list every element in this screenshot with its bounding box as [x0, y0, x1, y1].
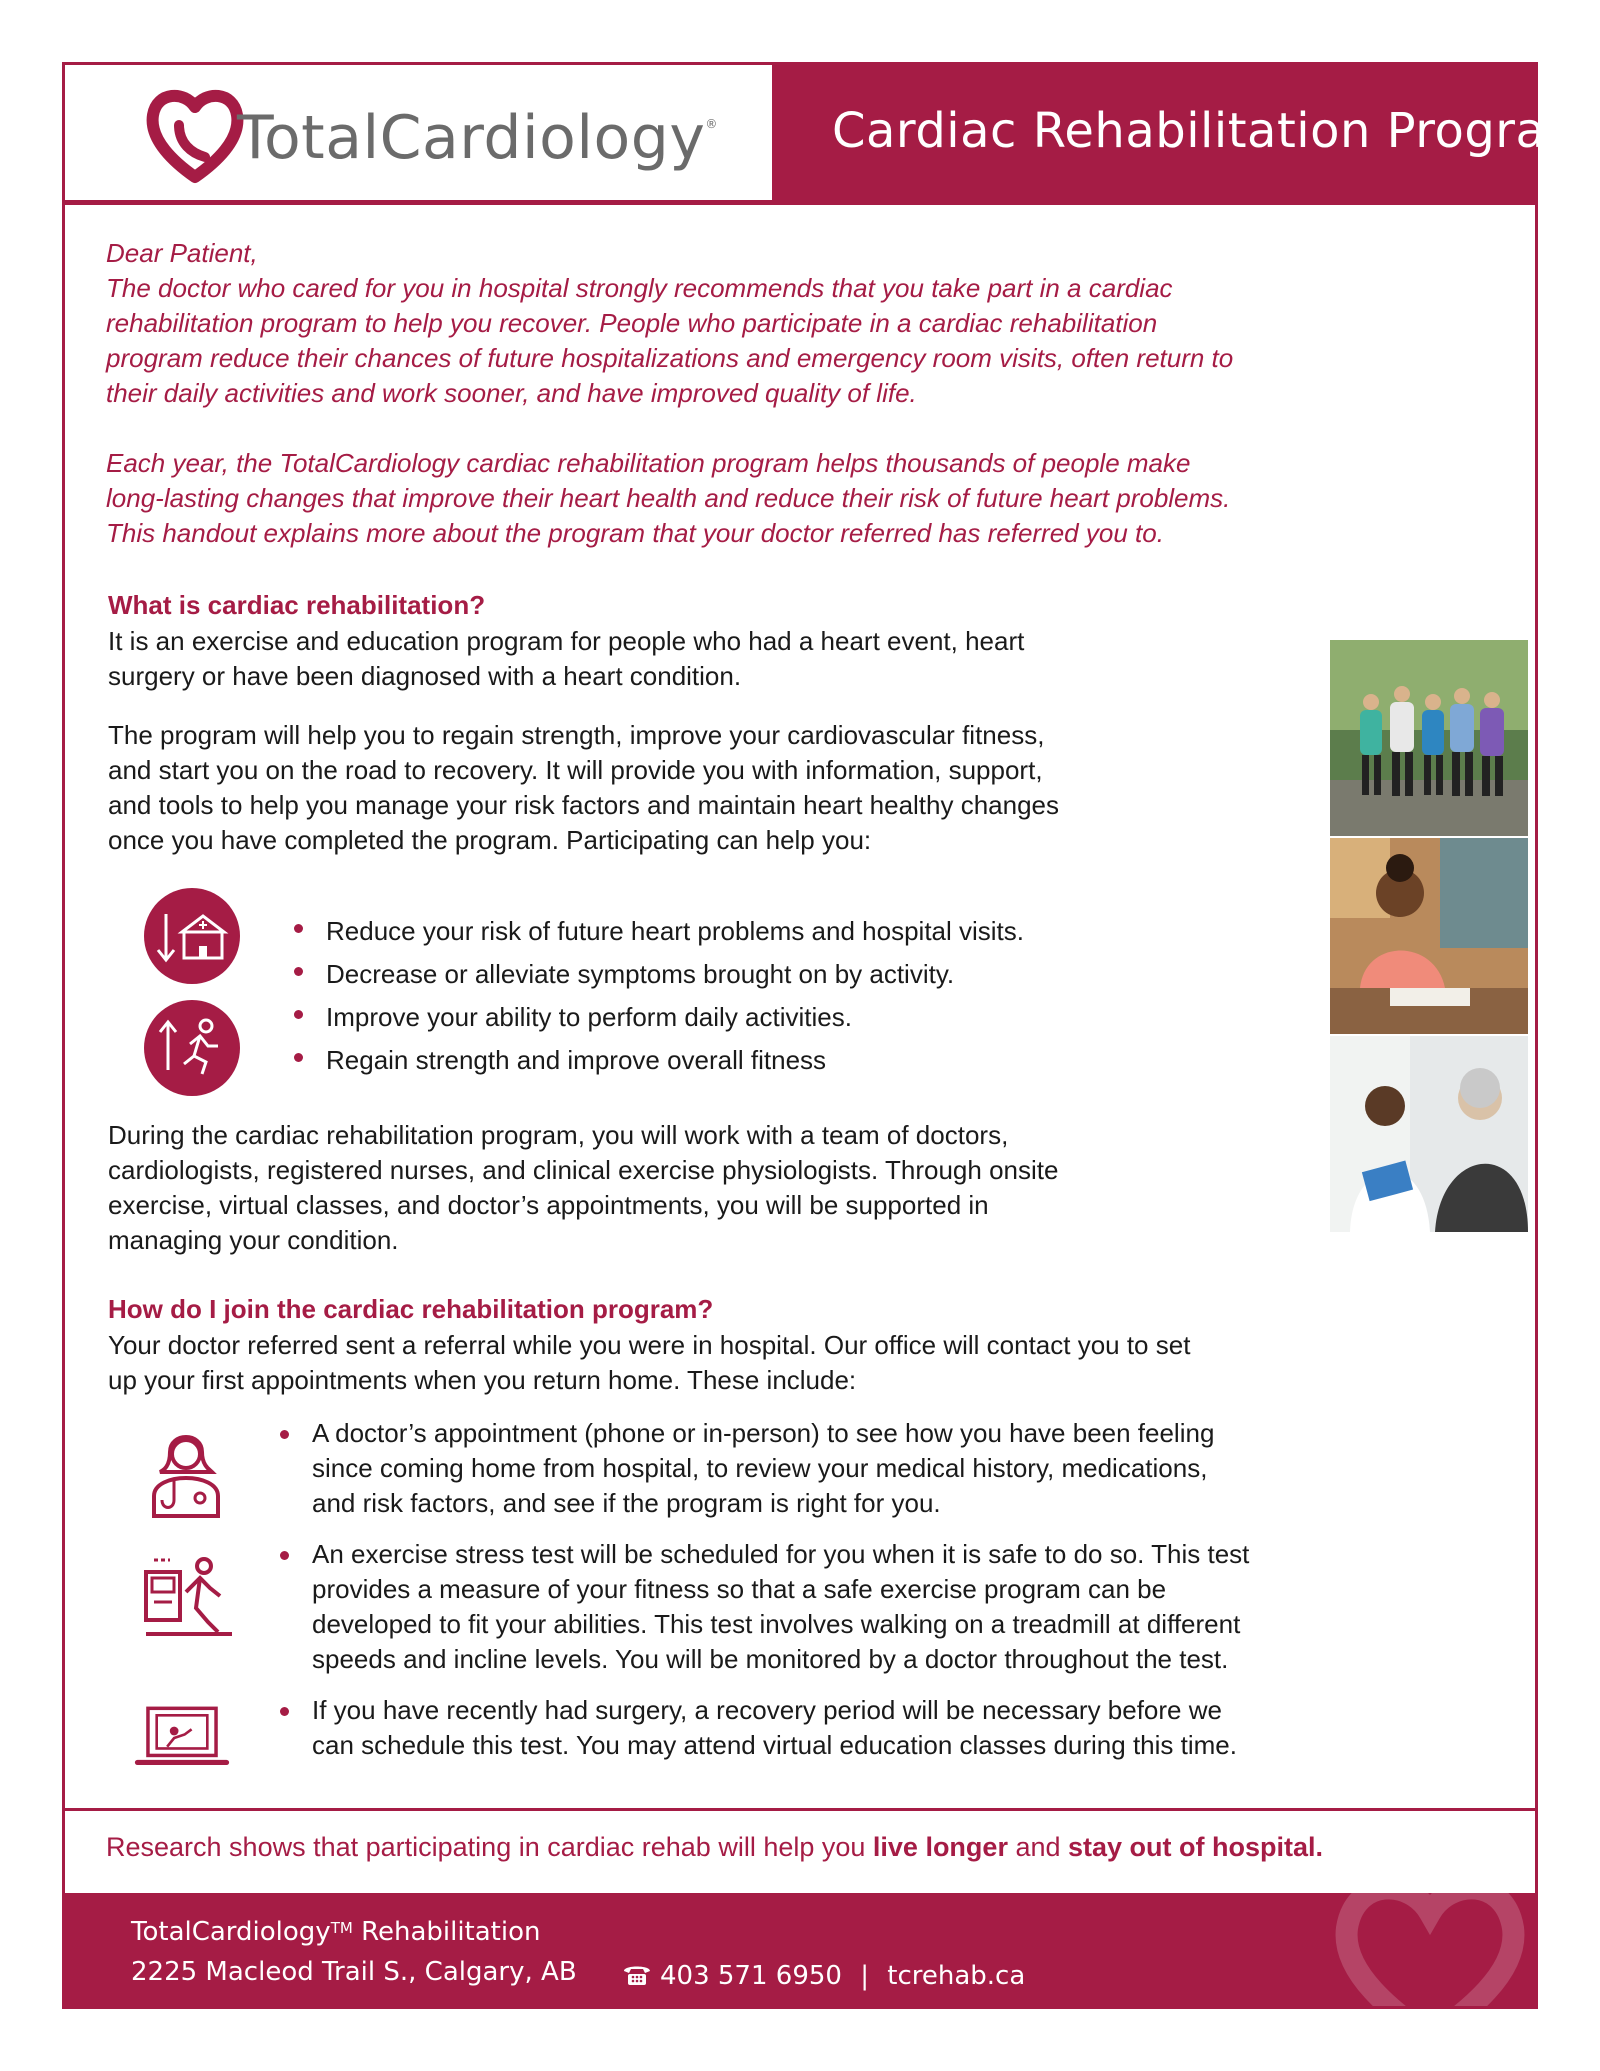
text-line: cardiologists, registered nurses, and clinical exercise physiologists. Through onsite	[108, 1155, 1059, 1185]
text-line: surgery or have been diagnosed with a heart condition.	[108, 661, 742, 691]
doctor-icon	[140, 1426, 236, 1522]
heading-what-is-rehab: What is cardiac rehabilitation?	[108, 590, 486, 620]
photo-group-walking	[1330, 640, 1528, 836]
intro-letter	[106, 236, 1506, 551]
tagline-divider	[65, 1808, 1535, 1811]
laptop-class-icon	[134, 1690, 230, 1786]
paragraph-definition	[108, 624, 1024, 694]
text-line: managing your condition.	[108, 1225, 399, 1255]
list-item: Improve your ability to perform daily activities.	[290, 996, 1190, 1039]
text-line: The program will help you to regain strength, improve your cardiovascular fitness,	[108, 720, 1045, 750]
text-line: once you have completed the program. Participating can help you:	[108, 825, 872, 855]
separator: |	[860, 1961, 869, 1991]
list-item: Reduce your risk of future heart problems and hospital visits.	[290, 910, 1190, 953]
intro-line: rehabilitation program to help you recover. People who participate in a cardiac rehabilitation	[106, 308, 1158, 338]
text-line: exercise, virtual classes, and doctor’s appointments, you will be supported in	[108, 1190, 989, 1220]
photo-woman-reading	[1330, 838, 1528, 1034]
text-line: Your doctor referred sent a referral while you were in hospital. Our office will contact you to set	[108, 1330, 1191, 1360]
treadmill-test-icon	[140, 1552, 236, 1648]
header-divider	[65, 200, 1535, 205]
intro-line: The doctor who cared for you in hospital strongly recommends that you take part in a cardiac	[106, 273, 1173, 303]
footer	[65, 1893, 1535, 2006]
footer-contact	[622, 1961, 1025, 1991]
phone-number[interactable]: 403 571 6950	[660, 1961, 842, 1991]
tagline: Research shows that participating in cardiac rehab will help you live longer and stay out of hospital.	[106, 1832, 1324, 1862]
heart-watermark-icon	[1315, 1893, 1535, 2006]
intro-line: long-lasting changes that improve their heart health and reduce their risk of future heart problems.	[106, 483, 1231, 513]
footer-org: TotalCardiology™ Rehabilitation	[131, 1917, 541, 1947]
logo-text: TotalCardiology®	[237, 103, 718, 173]
intro-line: This handout explains more about the program that your doctor referred has referred you to.	[106, 518, 1164, 548]
list-item: If you have recently had surgery, a recovery period will be necessary before we can schedule this test. You may attend virtual education classes during this time.	[276, 1693, 1456, 1763]
intro-line: their daily activities and work sooner, and have improved quality of life.	[106, 378, 917, 408]
text-line: up your first appointments when you return home. These include:	[108, 1365, 857, 1395]
intro-line: Each year, the TotalCardiology cardiac rehabilitation program helps thousands of people make	[106, 448, 1191, 478]
runner-up-icon	[144, 1000, 240, 1096]
website-link[interactable]: tcrehab.ca	[887, 1961, 1026, 1991]
list-item: A doctor’s appointment (phone or in-person) to see how you have been feeling since coming home from hospital, to review your medical history, medications, and risk factors, and see if the program is right for you.	[276, 1416, 1456, 1521]
list-item: Decrease or alleviate symptoms brought on by activity.	[290, 953, 1190, 996]
benefits-list	[290, 910, 1190, 1082]
text-line: It is an exercise and education program for people who had a heart event, heart	[108, 626, 1025, 656]
paragraph-team	[108, 1118, 1058, 1258]
footer-address: 2225 Macleod Trail S., Calgary, AB	[131, 1957, 577, 1987]
paragraph-benefits	[108, 718, 1059, 858]
text-line: and start you on the road to recovery. It will provide you with information, support,	[108, 755, 1043, 785]
salutation: Dear Patient,	[106, 238, 258, 268]
heart-logo-icon	[145, 85, 245, 185]
appointments-list	[276, 1416, 1456, 1763]
photo-doctor-consult	[1330, 1036, 1528, 1232]
page-title: Cardiac Rehabilitation Program	[832, 103, 1593, 159]
paragraph-referral	[108, 1328, 1190, 1398]
text-line: During the cardiac rehabilitation program, you will work with a team of doctors,	[108, 1120, 1009, 1150]
hospital-down-icon	[144, 888, 240, 984]
header-band	[772, 65, 1593, 202]
heading-how-to-join: How do I join the cardiac rehabilitation program?	[108, 1294, 714, 1324]
phone-icon	[622, 1963, 652, 1987]
list-item: An exercise stress test will be scheduled for you when it is safe to do so. This test provides a measure of your fitness so that a safe exercise program can be developed to fit your abilities. This test involves walking on a treadmill at different speeds and incline levels. You will be monitored by a doctor throughout the test.	[276, 1537, 1456, 1677]
intro-line: program reduce their chances of future hospitalizations and emergency room visits, often return to	[106, 343, 1234, 373]
logo-area	[65, 65, 772, 202]
list-item: Regain strength and improve overall fitness	[290, 1039, 1190, 1082]
text-line: and tools to help you manage your risk factors and maintain heart healthy changes	[108, 790, 1060, 820]
